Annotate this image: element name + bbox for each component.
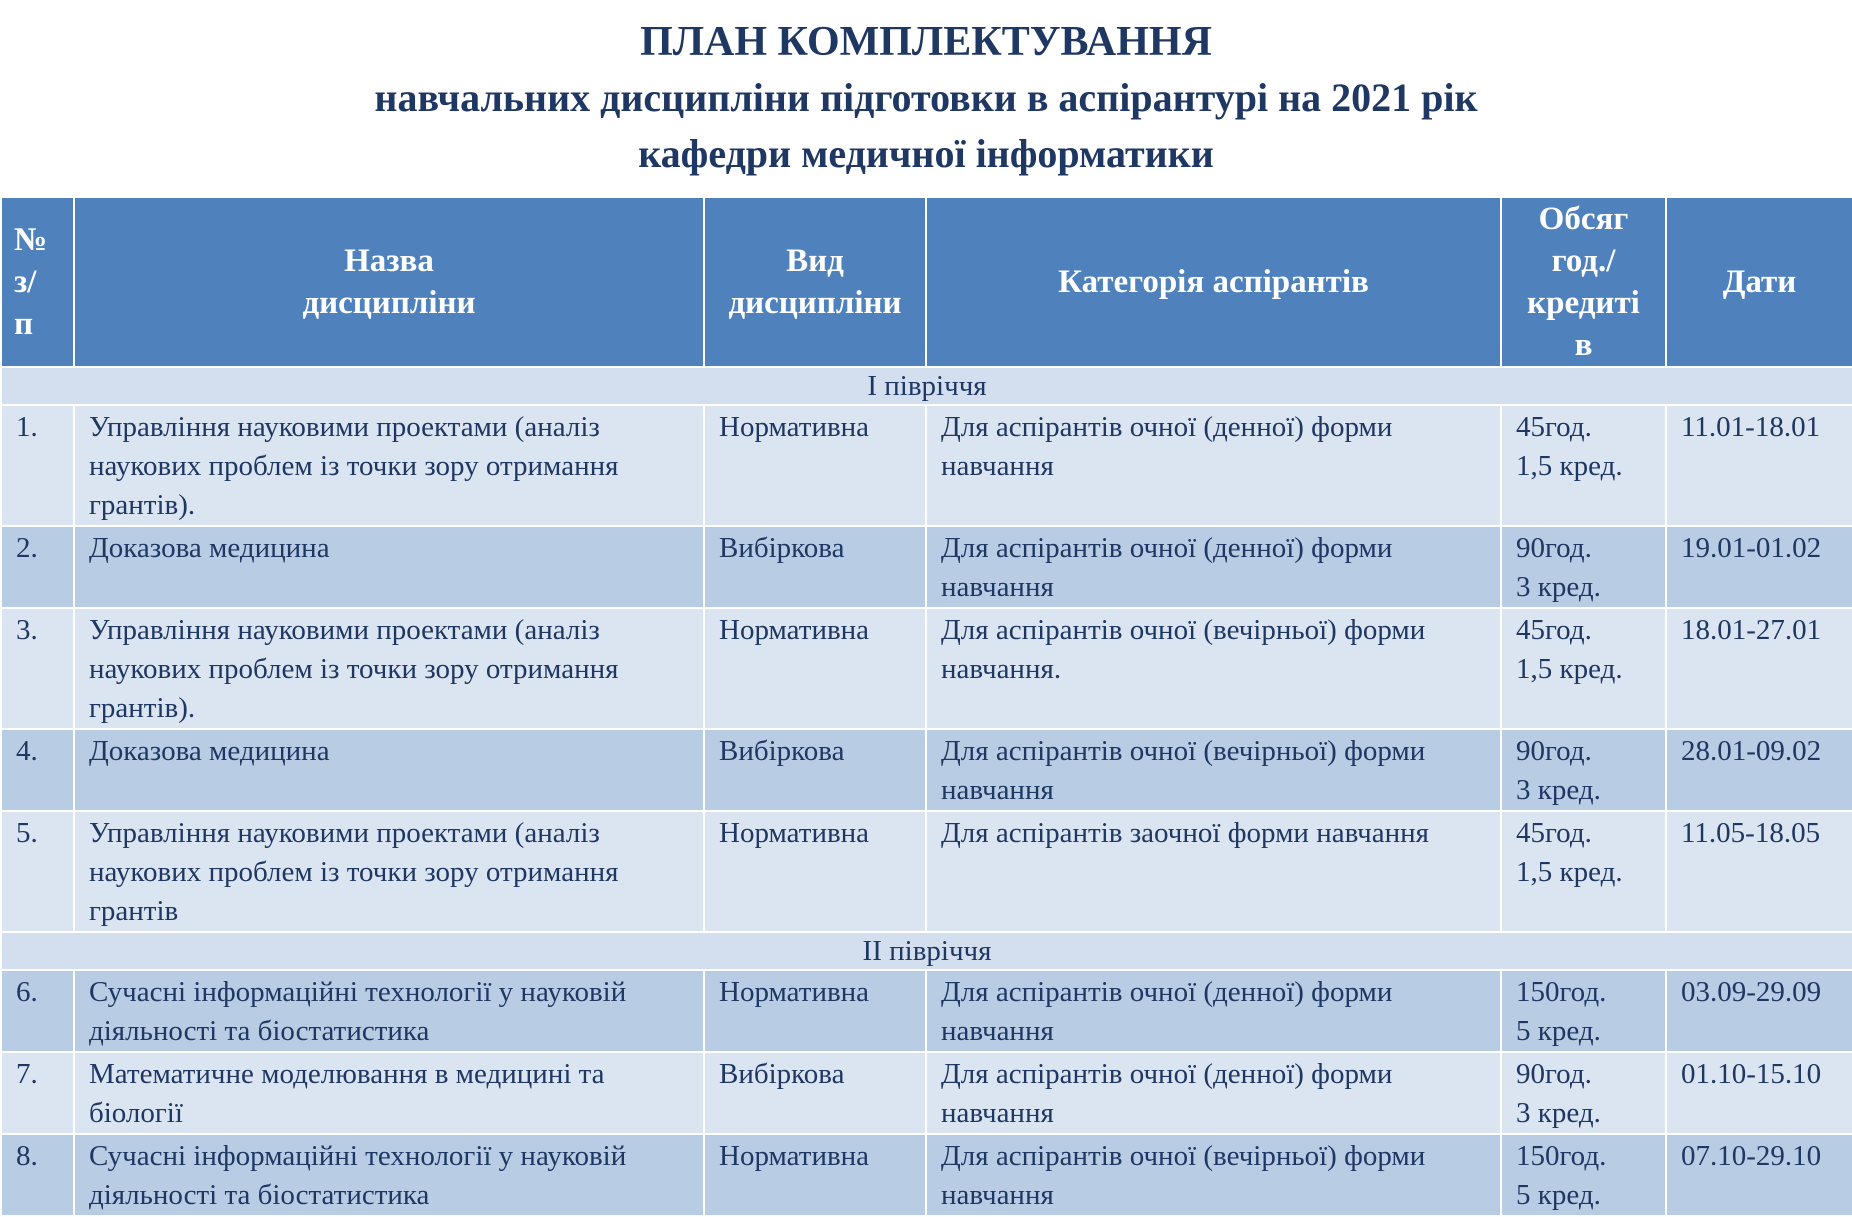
table-body xyxy=(1,367,1852,1216)
document-title xyxy=(0,14,1852,182)
header-volume xyxy=(1501,197,1666,367)
cell-number: 8. xyxy=(1,1134,74,1216)
cell-volume xyxy=(1501,729,1666,811)
section-row xyxy=(1,932,1852,970)
table-row xyxy=(1,405,1852,526)
cell-credits: 3 кред. xyxy=(1516,774,1601,806)
cell-category: Для аспірантів очної (денної) форми навчання xyxy=(926,970,1501,1052)
cell-credits: 1,5 кред. xyxy=(1516,450,1623,482)
header-type-l1: Вид xyxy=(786,243,844,279)
cell-category: Для аспірантів заочної форми навчання xyxy=(926,811,1501,932)
cell-discipline-type: Нормативна xyxy=(704,970,926,1052)
table-row xyxy=(1,970,1852,1052)
title-line-1: ПЛАН КОМПЛЕКТУВАННЯ xyxy=(640,19,1212,65)
cell-hours: 90год. xyxy=(1516,735,1592,767)
header-category: Категорія аспірантів xyxy=(926,197,1501,367)
cell-volume xyxy=(1501,811,1666,932)
title-line-3: кафедри медичної інформатики xyxy=(638,131,1214,176)
cell-dates: 07.10-29.10 xyxy=(1666,1134,1852,1216)
header-name xyxy=(74,197,704,367)
cell-discipline-name: Сучасні інформаційні технології у науковій діяльності та біостатистика xyxy=(74,1134,704,1216)
cell-number: 1. xyxy=(1,405,74,526)
cell-dates: 11.01-18.01 xyxy=(1666,405,1852,526)
cell-volume xyxy=(1501,405,1666,526)
cell-number: 2. xyxy=(1,526,74,608)
cell-hours: 90год. xyxy=(1516,1058,1592,1090)
cell-credits: 5 кред. xyxy=(1516,1179,1601,1211)
header-type-l2: дисципліни xyxy=(728,285,902,321)
cell-category: Для аспірантів очної (денної) форми навчання xyxy=(926,526,1501,608)
cell-credits: 3 кред. xyxy=(1516,571,1601,603)
cell-category: Для аспірантів очної (вечірньої) форми навчання xyxy=(926,1134,1501,1216)
cell-category: Для аспірантів очної (вечірньої) форми навчання. xyxy=(926,608,1501,729)
cell-dates: 03.09-29.09 xyxy=(1666,970,1852,1052)
cell-discipline-type: Нормативна xyxy=(704,608,926,729)
cell-number: 3. xyxy=(1,608,74,729)
section-label: І півріччя xyxy=(1,367,1852,405)
cell-hours: 90год. xyxy=(1516,532,1592,564)
cell-number: 6. xyxy=(1,970,74,1052)
cell-credits: 1,5 кред. xyxy=(1516,856,1623,888)
cell-discipline-type: Нормативна xyxy=(704,1134,926,1216)
cell-number: 7. xyxy=(1,1052,74,1134)
table-row xyxy=(1,608,1852,729)
cell-volume xyxy=(1501,1052,1666,1134)
header-dates: Дати xyxy=(1666,197,1852,367)
table-row xyxy=(1,729,1852,811)
cell-hours: 45год. xyxy=(1516,614,1592,646)
cell-discipline-type: Вибіркова xyxy=(704,1052,926,1134)
table-row xyxy=(1,1134,1852,1216)
cell-dates: 18.01-27.01 xyxy=(1666,608,1852,729)
cell-category: Для аспірантів очної (вечірньої) форми навчання xyxy=(926,729,1501,811)
cell-number: 5. xyxy=(1,811,74,932)
plan-table xyxy=(0,196,1852,1217)
table-row xyxy=(1,1052,1852,1134)
cell-volume xyxy=(1501,970,1666,1052)
table-header-row xyxy=(1,197,1852,367)
header-type xyxy=(704,197,926,367)
cell-hours: 45год. xyxy=(1516,411,1592,443)
cell-dates: 19.01-01.02 xyxy=(1666,526,1852,608)
cell-credits: 1,5 кред. xyxy=(1516,653,1623,685)
title-line-2: навчальних дисципліни підготовки в аспірантурі на 2021 рік xyxy=(374,75,1478,120)
section-label: ІІ півріччя xyxy=(1,932,1852,970)
cell-hours: 150год. xyxy=(1516,1140,1607,1172)
cell-credits: 5 кред. xyxy=(1516,1015,1601,1047)
header-name-l2: дисципліни xyxy=(302,285,476,321)
cell-discipline-name: Управління науковими проектами (аналіз наукових проблем із точки зору отримання грантів). xyxy=(74,608,704,729)
cell-discipline-type: Вибіркова xyxy=(704,729,926,811)
header-num-l1: № xyxy=(14,222,48,258)
cell-dates: 11.05-18.05 xyxy=(1666,811,1852,932)
cell-discipline-name: Управління науковими проектами (аналіз наукових проблем із точки зору отримання грантів xyxy=(74,811,704,932)
cell-category: Для аспірантів очної (денної) форми навчання xyxy=(926,405,1501,526)
header-num-l2: з/ xyxy=(14,264,37,300)
cell-discipline-name: Математичне моделювання в медицині та біології xyxy=(74,1052,704,1134)
cell-discipline-name: Доказова медицина xyxy=(74,729,704,811)
cell-number: 4. xyxy=(1,729,74,811)
cell-discipline-type: Вибіркова xyxy=(704,526,926,608)
cell-category: Для аспірантів очної (денної) форми навчання xyxy=(926,1052,1501,1134)
cell-discipline-name: Управління науковими проектами (аналіз наукових проблем із точки зору отримання грантів). xyxy=(74,405,704,526)
cell-discipline-type: Нормативна xyxy=(704,405,926,526)
header-name-l1: Назва xyxy=(344,243,434,279)
cell-volume xyxy=(1501,608,1666,729)
header-volume-l4: в xyxy=(1574,327,1593,363)
cell-discipline-type: Нормативна xyxy=(704,811,926,932)
cell-discipline-name: Доказова медицина xyxy=(74,526,704,608)
table-row xyxy=(1,811,1852,932)
section-row xyxy=(1,367,1852,405)
header-num-l3: п xyxy=(14,306,34,342)
header-volume-l1: Обсяг xyxy=(1538,201,1629,237)
cell-discipline-name: Сучасні інформаційні технології у науковій діяльності та біостатистика xyxy=(74,970,704,1052)
cell-dates: 01.10-15.10 xyxy=(1666,1052,1852,1134)
cell-hours: 150год. xyxy=(1516,976,1607,1008)
header-volume-l3: кредиті xyxy=(1527,285,1640,321)
header-volume-l2: год./ xyxy=(1551,243,1616,279)
cell-volume xyxy=(1501,1134,1666,1216)
cell-hours: 45год. xyxy=(1516,817,1592,849)
cell-dates: 28.01-09.02 xyxy=(1666,729,1852,811)
header-num xyxy=(1,197,74,367)
table-row xyxy=(1,526,1852,608)
cell-volume xyxy=(1501,526,1666,608)
cell-credits: 3 кред. xyxy=(1516,1097,1601,1129)
